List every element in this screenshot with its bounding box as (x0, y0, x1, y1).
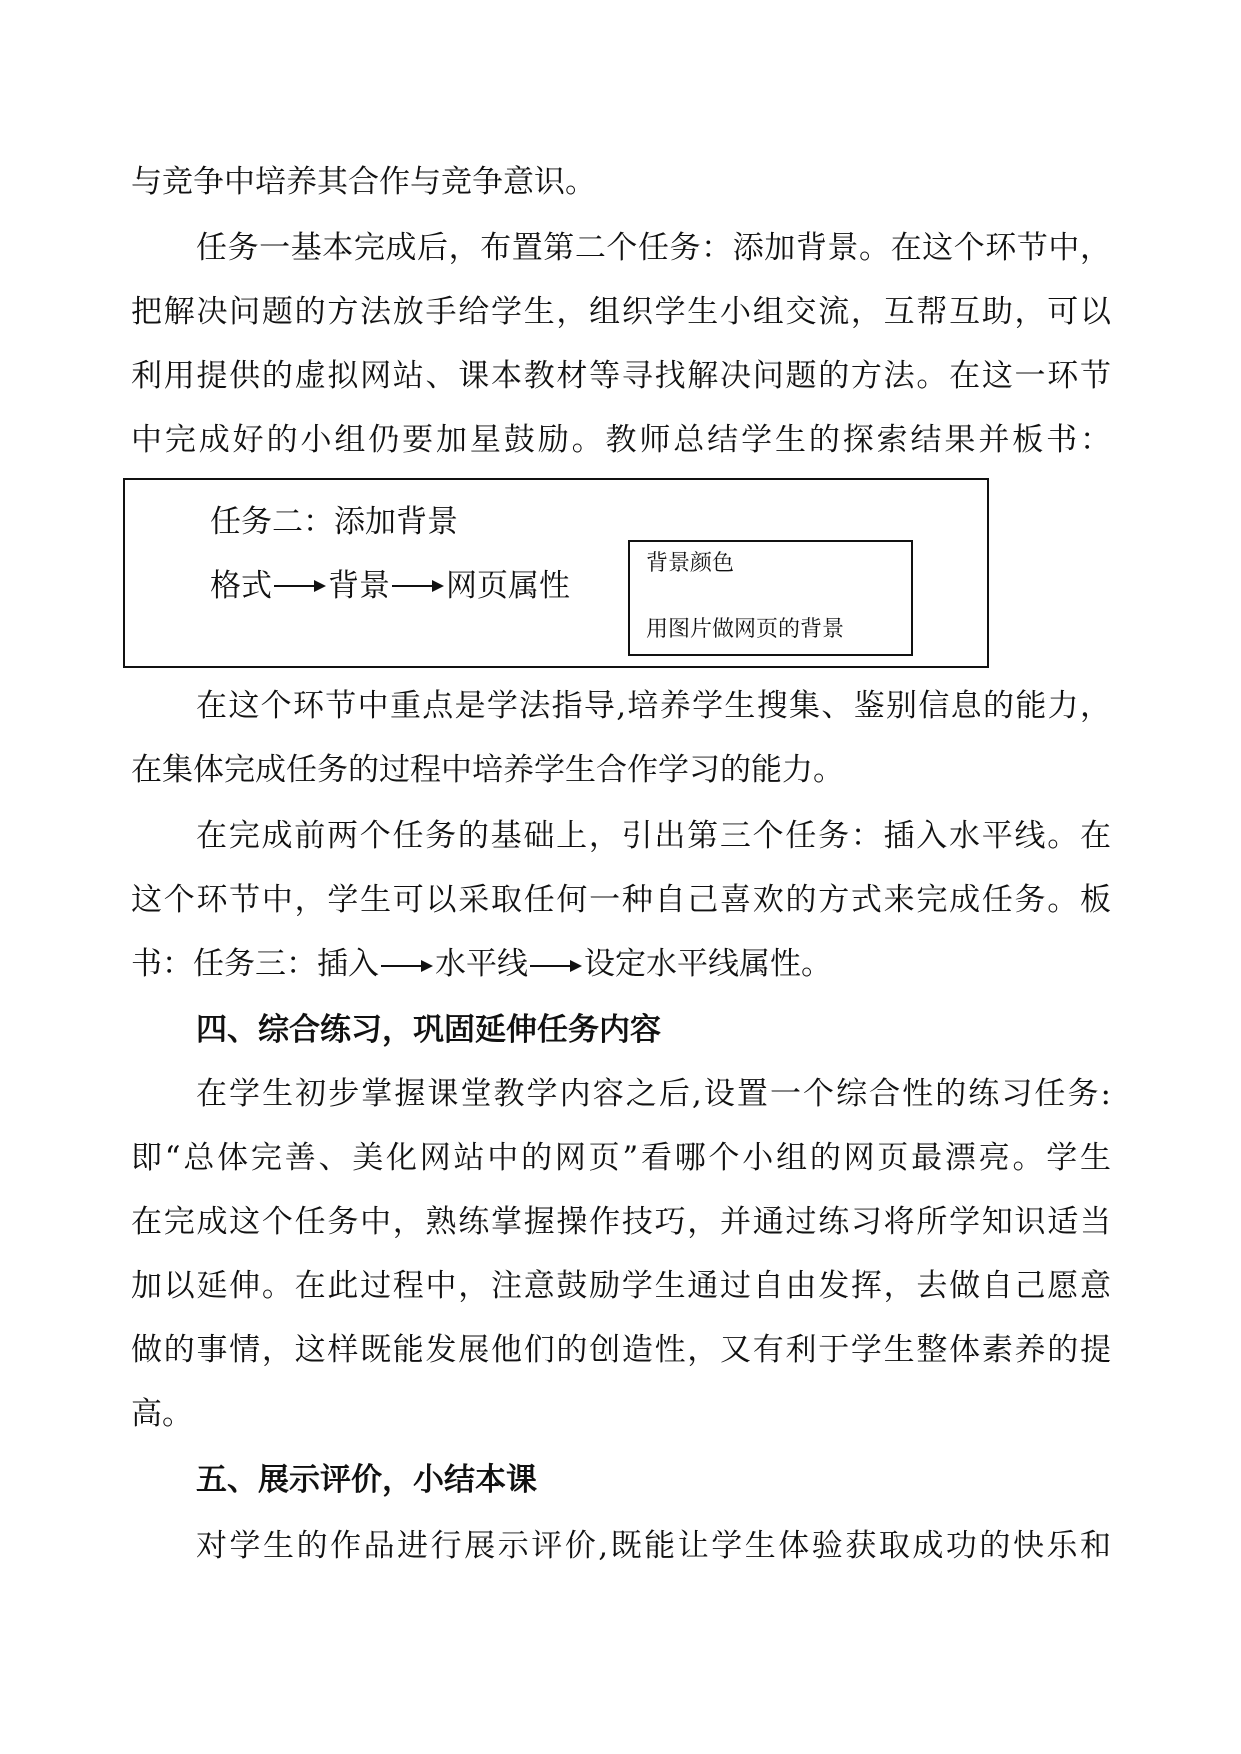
para5-line-1: 在学生初步掌握课堂教学内容之后,设置一个综合性的练习任务: (196, 1076, 1111, 1112)
para4-last-end: 设定水平线属性。 (584, 946, 832, 982)
para3-line-1: 在这个环节中重点是学法指导,培养学生搜集、鉴别信息的能力， (196, 688, 1111, 724)
right-arrow-icon (392, 579, 444, 593)
para2-line-4: 中完成好的小组仍要加星鼓励。教师总结学生的探索结果并板书： (131, 422, 1111, 458)
para5-line-4: 加以延伸。在此过程中，注意鼓励学生通过自由发挥，去做自己愿意 (131, 1268, 1111, 1304)
para1-line-1: 与竞争中培养其合作与竞争意识。 (131, 164, 596, 200)
section-heading-5: 五、展示评价，小结本课 (196, 1462, 537, 1498)
option-background-color: 背景颜色 (646, 551, 735, 576)
para4-last-mid: 水平线 (435, 946, 528, 982)
para4-line-2: 这个环节中，学生可以采取任何一种自己喜欢的方式来完成任务。板 (131, 882, 1111, 918)
para3-line-2: 在集体完成任务的过程中培养学生合作学习的能力。 (131, 752, 844, 788)
para4-last-prefix: 书：任务三：插入 (131, 946, 379, 982)
task-two-box (123, 478, 989, 668)
flow-step-page-properties: 网页属性 (446, 568, 570, 604)
para4-line-1: 在完成前两个任务的基础上，引出第三个任务：插入水平线。在 (196, 818, 1111, 854)
para5-line-5: 做的事情，这样既能发展他们的创造性，又有利于学生整体素养的提 (131, 1332, 1111, 1368)
background-options-box (628, 540, 913, 656)
para2-line-1: 任务一基本完成后，布置第二个任务：添加背景。在这个环节中， (196, 230, 1111, 266)
para6-line-1: 对学生的作品进行展示评价,既能让学生体验获取成功的快乐和 (196, 1528, 1111, 1564)
para2-line-2: 把解决问题的方法放手给学生，组织学生小组交流，互帮互助，可以 (131, 294, 1111, 330)
para5-line-6: 高。 (131, 1396, 193, 1432)
para5-line-3: 在完成这个任务中，熟练掌握操作技巧，并通过练习将所学知识适当 (131, 1204, 1111, 1240)
right-arrow-icon (381, 959, 433, 973)
para5-line-2: 即“总体完善、美化网站中的网页”看哪个小组的网页最漂亮。学生 (131, 1140, 1111, 1176)
para2-line-3: 利用提供的虚拟网站、课本教材等寻找解决问题的方法。在这一环节 (131, 358, 1111, 394)
flow-step-format: 格式 (210, 568, 272, 604)
right-arrow-icon (530, 959, 582, 973)
right-arrow-icon (274, 579, 326, 593)
flow-step-background: 背景 (328, 568, 390, 604)
task-two-title: 任务二：添加背景 (210, 504, 458, 540)
para4-line-3 (131, 944, 1111, 984)
option-background-image: 用图片做网页的背景 (646, 617, 845, 642)
section-heading-4: 四、综合练习，巩固延伸任务内容 (196, 1012, 661, 1048)
task-two-flow (210, 566, 570, 606)
